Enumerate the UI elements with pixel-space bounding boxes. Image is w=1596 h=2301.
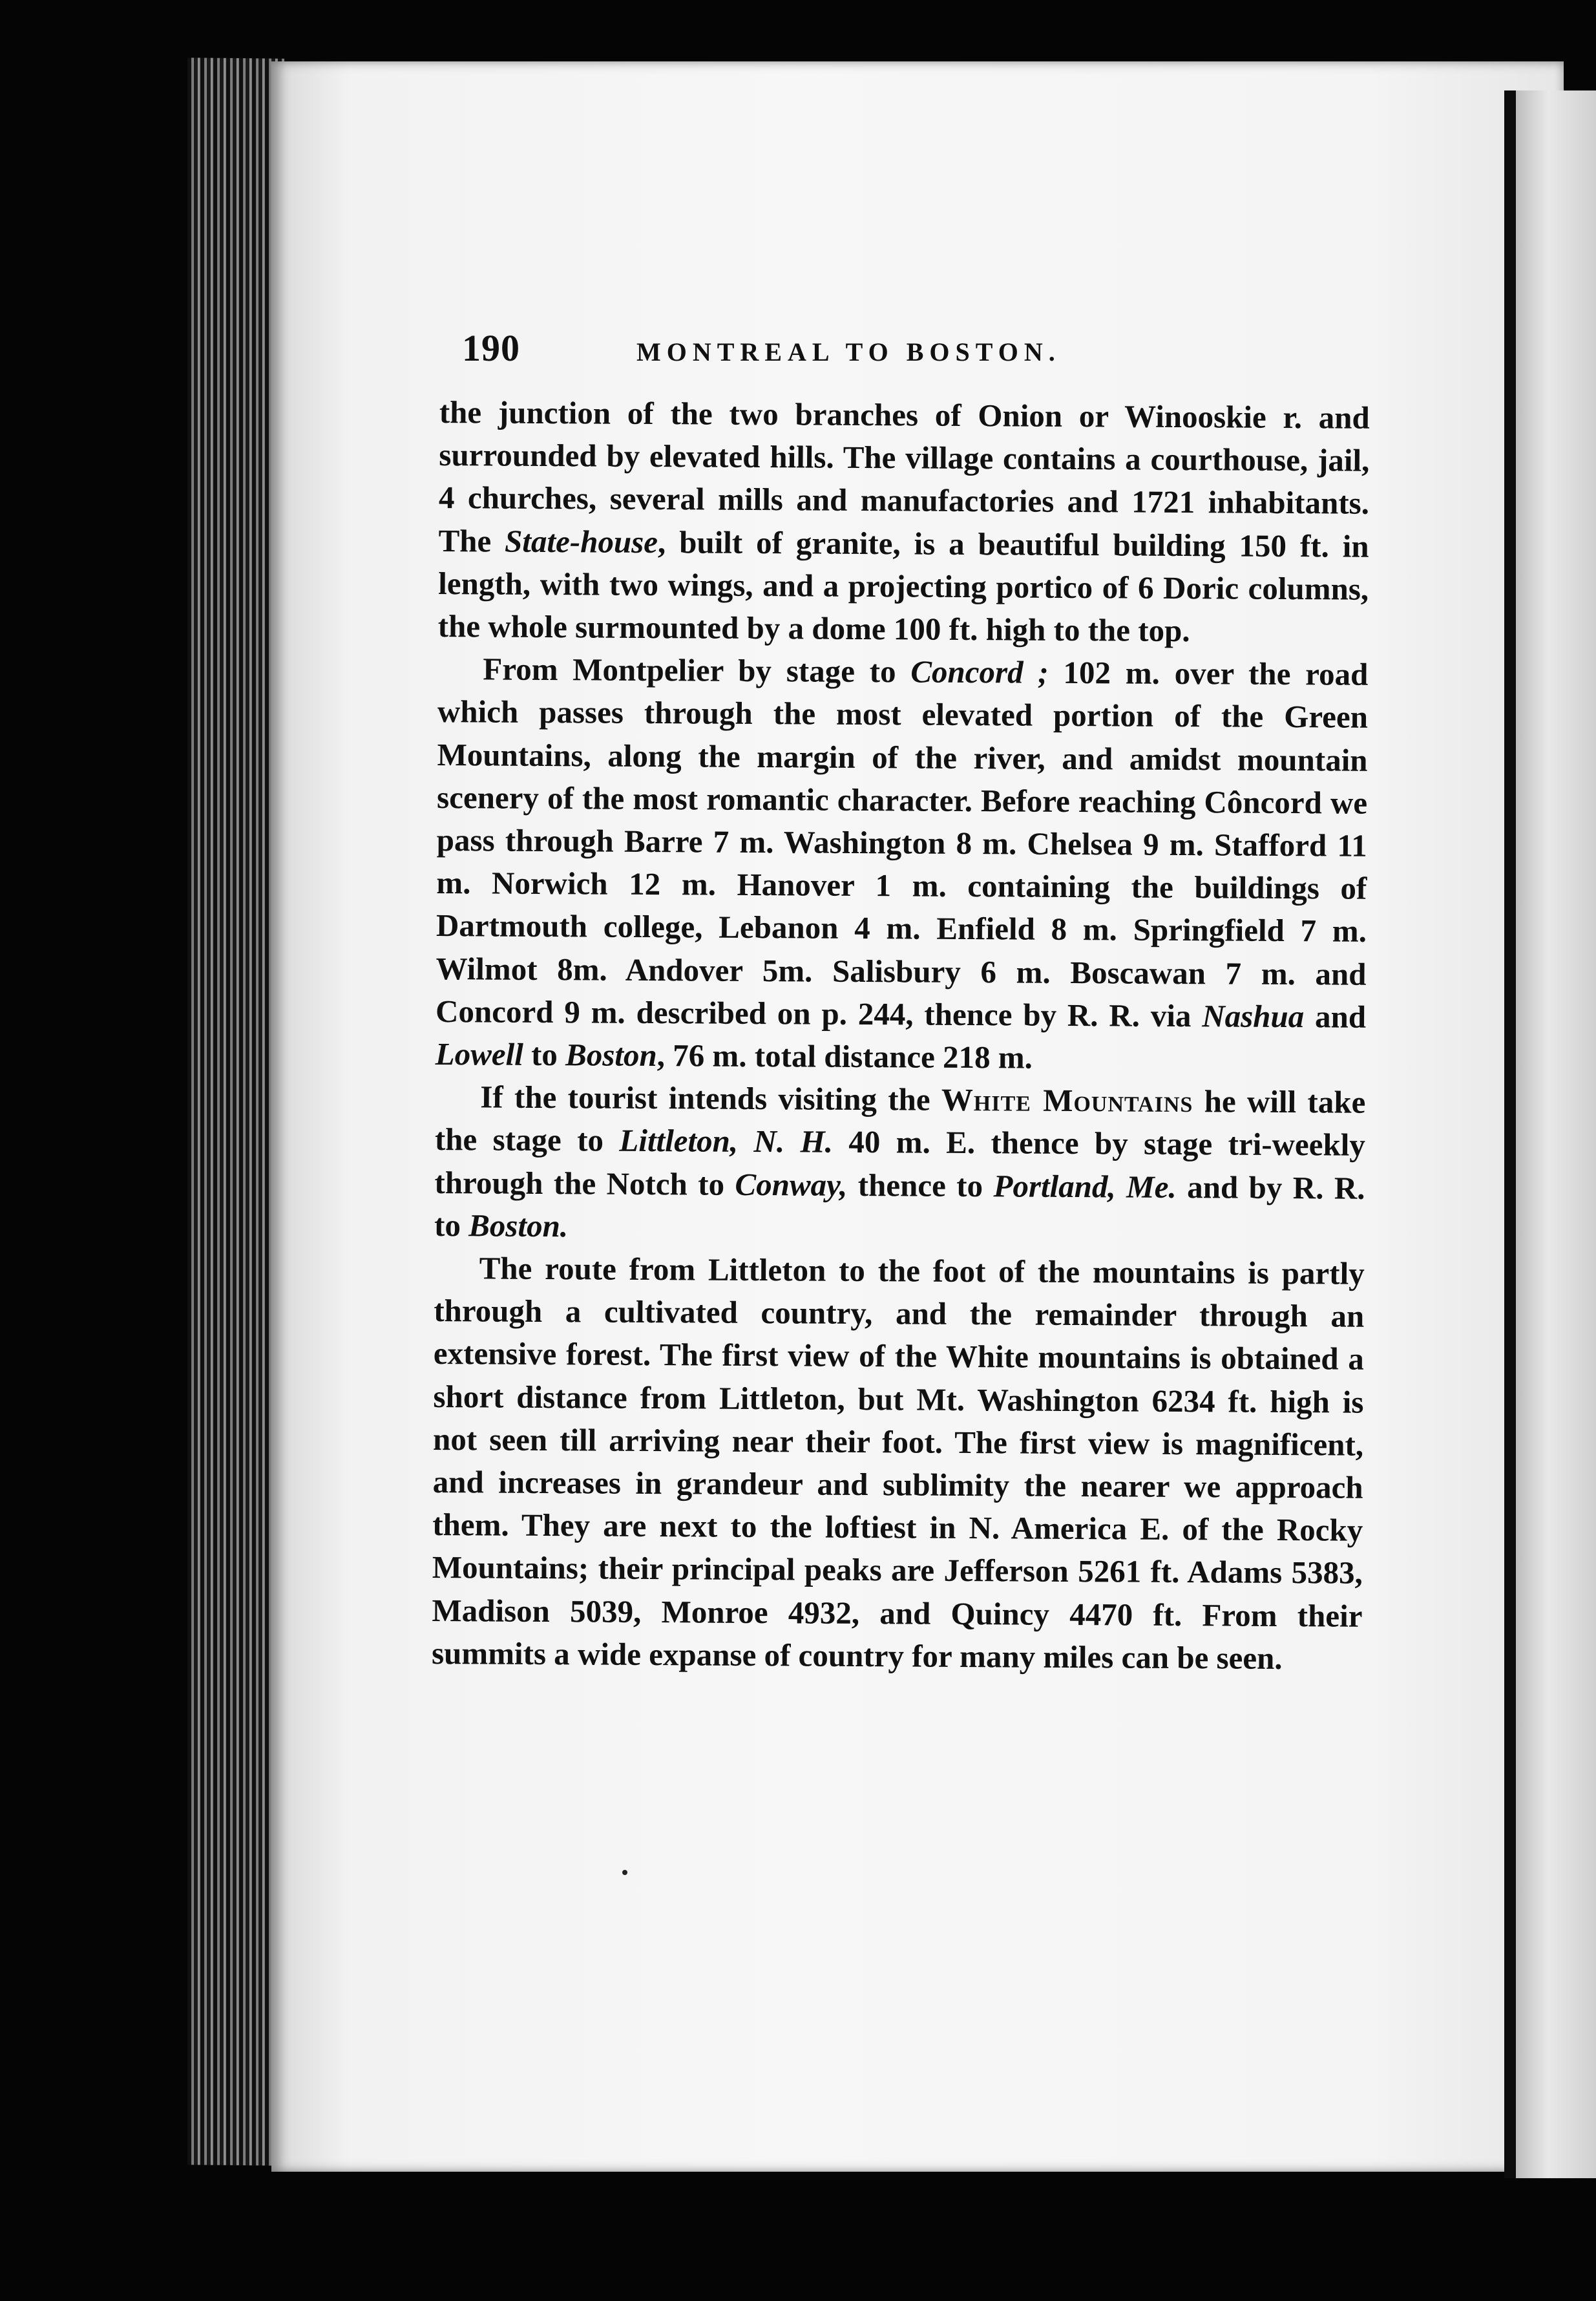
text-segment: White Mountains xyxy=(941,1082,1193,1119)
book-page-edges xyxy=(187,58,284,2166)
text-segment: the junction of the two branches of Onion or Winooskie r. and surrounded by elevated hills. The village contains a courthouse, jail, 4 churches, several mills and manufactories and 1721 inhabitants. The xyxy=(438,394,1370,559)
paragraph xyxy=(438,391,1370,653)
page-header xyxy=(462,326,1367,378)
text-segment: If the tourist intends visiting the xyxy=(480,1079,942,1118)
page-number: 190 xyxy=(462,327,520,369)
text-segment: Littleton, N. H. xyxy=(619,1123,834,1160)
ink-dot xyxy=(622,1870,627,1875)
text-segment: From Montpelier by stage to xyxy=(483,651,911,690)
text-segment: , built of granite, is a beautiful building 150 ft. in length, with two wings, and a projecting portico of 6 Doric columns, the whole surmounted by a dome 100 ft. high to the top. xyxy=(437,524,1369,649)
text-segment: and xyxy=(1304,999,1367,1035)
facing-page-edge xyxy=(1516,90,1596,2178)
paragraph xyxy=(434,1076,1366,1253)
text-segment: and by R. R. to xyxy=(434,1169,1365,1244)
text-segment: Lowell xyxy=(435,1036,523,1072)
text-segment: 40 m. E. thence by stage tri-weekly through the Notch to xyxy=(434,1124,1366,1202)
body-text xyxy=(432,391,1370,1681)
text-segment: Boston. xyxy=(468,1207,569,1244)
text-segment: Boston xyxy=(565,1037,657,1074)
text-segment: State-house xyxy=(504,523,658,560)
text-segment: to xyxy=(523,1036,566,1073)
text-segment: Concord ; xyxy=(910,653,1049,690)
gutter-shadow xyxy=(1504,90,1516,2178)
running-head: MONTREAL TO BOSTON. xyxy=(636,337,1061,366)
text-segment: Nashua xyxy=(1202,998,1305,1035)
text-segment: Conway, xyxy=(735,1166,848,1203)
paragraph xyxy=(432,1247,1365,1681)
text-segment: The route from Littleton to the foot of the mountains is partly through a cultivated country, and the remainder through an extensive forest. The first view of the White mountains is obtained a short distance from Littleton, but Mt. Washington 6234 ft. high is not seen till arriving near their foot. The first view is magnificent, and increases in grandeur and sublimity the nearer we approach them. They are next to the loftiest in N. America E. of the Rocky Mountains; their principal peaks are Jefferson 5261 ft. Adams 5383, Madison 5039, Monroe 4932, and Quincy 4470 ft. From their summits a wide expanse of country for many miles can be seen. xyxy=(431,1250,1365,1676)
text-segment: , 76 m. total distance 218 m. xyxy=(656,1037,1033,1076)
text-segment: 102 m. over the road which passes through the most elevated portion of the Green Mountains, along the margin of the river, and amidst mountain scenery of the most romantic character. Before reaching Côncord we pass through Barre 7 m. Washington 8 m. Chelsea 9 m. Stafford 11 m. Norwich 12 m. Hanover 1 m. containing the buildings of Dartmouth college, Lebanon 4 m. Enfield 8 m. Springfield 7 m. Wilmot 8m. Andover 5m. Salisbury 6 m. Boscawan 7 m. and Concord 9 m. described on p. 244, thence by R. R. via xyxy=(435,654,1369,1034)
text-segment: he will take the stage to xyxy=(434,1083,1366,1159)
text-segment: thence to xyxy=(847,1167,994,1204)
paragraph xyxy=(436,648,1369,1081)
text-segment: Portland, Me. xyxy=(993,1167,1177,1205)
